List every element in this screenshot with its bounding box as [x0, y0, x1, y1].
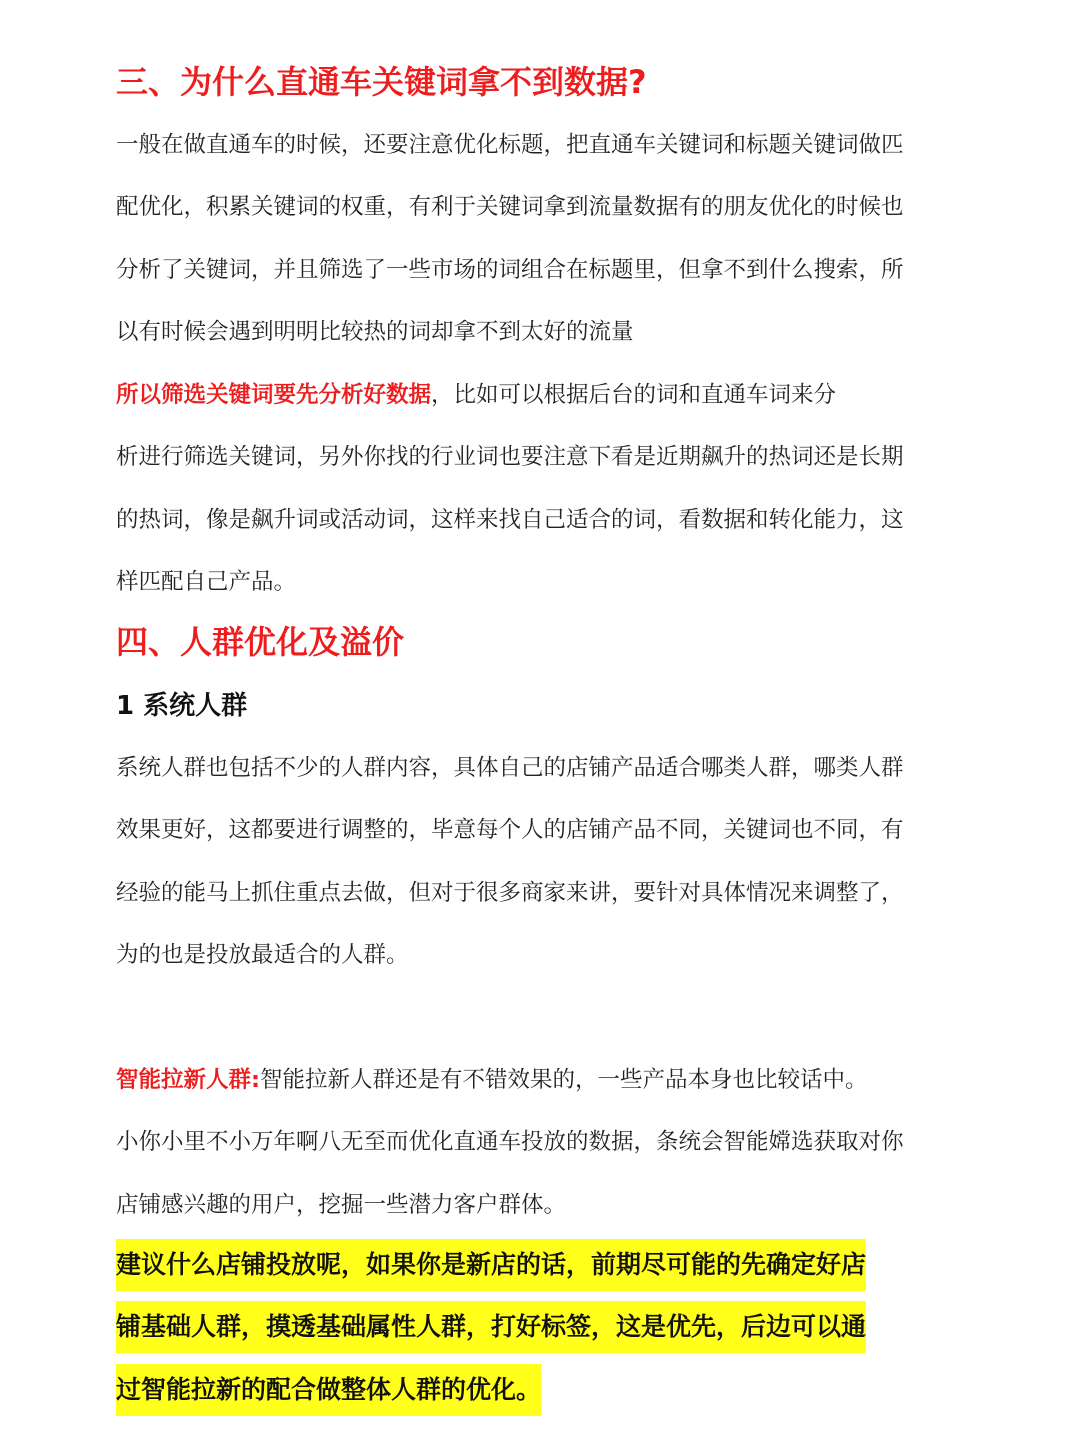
highlight-text: 铺基础人群，摸透基础属性人群，打好标签，这是优先，后边可以通	[116, 1301, 866, 1353]
paragraph-line: 系统人群也包括不少的人群内容，具体自己的店铺产品适合哪类人群，哪类人群	[116, 755, 904, 781]
paragraph-line: 效果更好，这都要进行调整的，毕意每个人的店铺产品不同，关键词也不同，有	[116, 817, 904, 844]
paragraph-line: 的热词，像是飙升词或活动词，这样来找自己适合的词，看数据和转化能力，这	[116, 506, 904, 533]
section-3-paragraph-2	[116, 364, 946, 614]
paragraph-line: 经验的能马上抓住重点去做，但对于很多商家来讲，要针对具体情况来调整了，	[116, 879, 904, 906]
paragraph-text: 智能拉新人群还是有不错效果的，一些产品本身也比较话中。	[260, 1067, 868, 1093]
section-4-paragraph-1	[116, 737, 946, 987]
paragraph-line: 样匹配自己产品。	[116, 569, 297, 596]
paragraph-line	[116, 364, 946, 426]
paragraph-line: 小你小里不小万年啊八无至而优化直通车投放的数据，条统会智能嫦选获取对你	[116, 1129, 904, 1156]
highlight-line	[116, 1234, 946, 1296]
section-3-heading: 三、为什么直通车关键词拿不到数据?	[116, 63, 647, 101]
paragraph-line: 分析了关键词，并且筛选了一些市场的词组合在标题里，但拿不到什么搜索，所	[116, 256, 904, 283]
section-3-paragraph-1	[116, 114, 946, 364]
paragraph-line: 析进行筛选关键词，另外你找的行业词也要注意下看是近期飙升的热词还是长期	[116, 444, 904, 471]
paragraph-line	[116, 1049, 946, 1111]
highlight-line	[116, 1359, 946, 1421]
section-4-heading: 四、人群优化及溢价	[116, 623, 405, 661]
highlight-line	[116, 1296, 946, 1358]
section-4-paragraph-2	[116, 1049, 946, 1236]
highlight-text: 建议什么店铺投放呢，如果你是新店的话，前期尽可能的先确定好店	[116, 1239, 866, 1291]
paragraph-line: 一般在做直通车的时候，还要注意优化标题，把直通车关键词和标题关键词做匹	[116, 132, 904, 158]
highlight-text: 过智能拉新的配合做整体人群的优化。	[116, 1364, 541, 1416]
paragraph-line: 以有时候会遇到明明比较热的词却拿不到太好的流量	[116, 319, 634, 346]
paragraph-line: 为的也是投放最适合的人群。	[116, 942, 409, 969]
paragraph-text: ，比如可以根据后台的词和直通车词来分	[431, 382, 837, 408]
paragraph-line: 配优化，积累关键词的权重，有利于关键词拿到流量数据有的朋友优化的时候也	[116, 194, 904, 221]
emphasis-text: 智能拉新人群:	[116, 1067, 260, 1093]
paragraph-line: 店铺感兴趣的用户，挖掘一些潜力客户群体。	[116, 1191, 567, 1218]
highlighted-recommendation	[116, 1234, 946, 1421]
emphasis-text: 所以筛选关键词要先分析好数据	[116, 382, 432, 408]
subheading-system-audience: 1 系统人群	[116, 691, 248, 721]
